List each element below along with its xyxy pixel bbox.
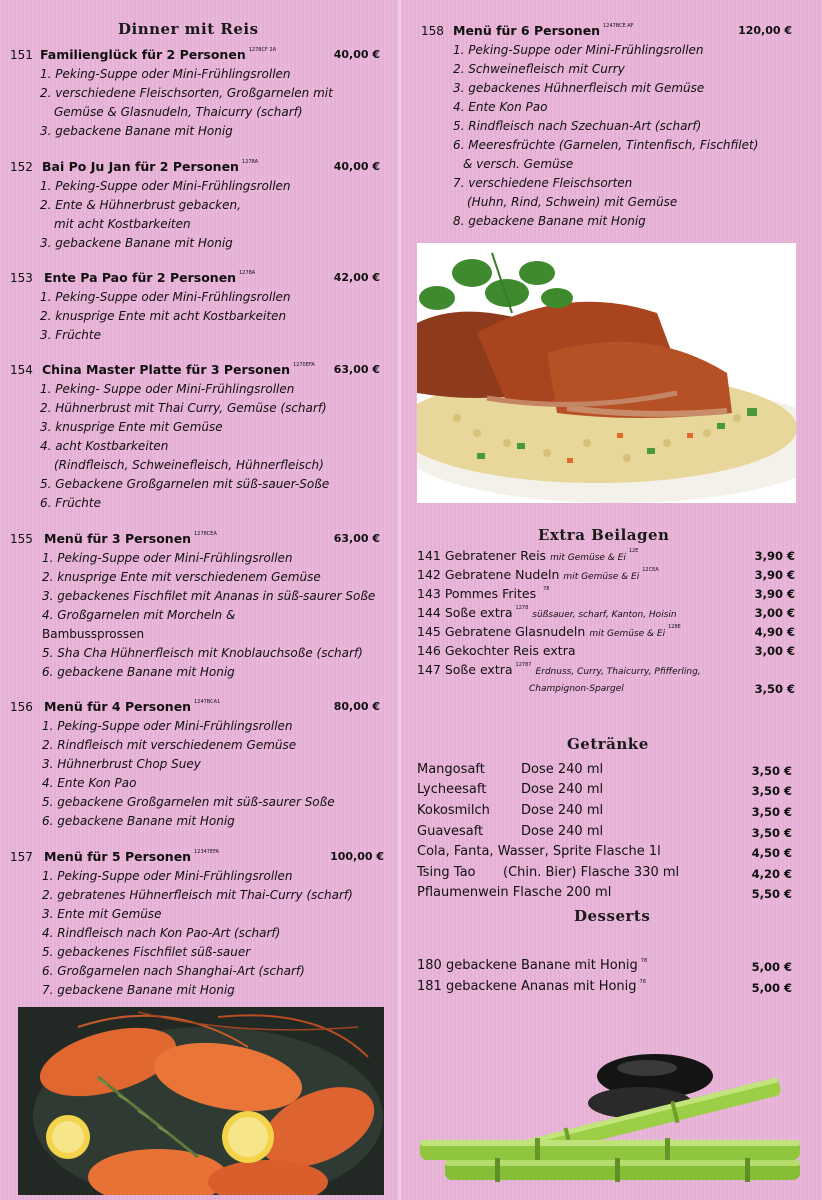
extra-name: 146 Gekochter Reis extra <box>417 643 576 658</box>
dish-price: 42,00 € <box>333 271 380 284</box>
drink-row <box>417 762 792 782</box>
dish-item: 1. Peking-Suppe oder Mini-Frühlingsrollen <box>42 551 293 565</box>
drink-row <box>417 885 792 905</box>
allergen-code: 128E <box>668 624 681 630</box>
dessert-name: 180 gebackene Banane mit Honig <box>417 958 638 973</box>
allergen-code: 12347EFA <box>194 849 219 855</box>
dish-item: 3. gebackenes Hühnerfleisch mit Gemüse <box>453 81 705 95</box>
allergen-code: 78 <box>543 586 550 592</box>
drink-size: Dose 240 ml <box>521 762 604 777</box>
dish-name: Menü für 5 Personen <box>44 849 192 864</box>
dessert-price: 5,00 € <box>751 960 792 974</box>
extra-row <box>417 586 795 605</box>
extra-price: 3,90 € <box>754 568 795 582</box>
dish-price: 120,00 € <box>738 24 792 37</box>
dish-number: 151 <box>10 48 33 62</box>
dish-number: 156 <box>10 700 33 714</box>
dish-item: mit acht Kostbarkeiten <box>54 217 191 231</box>
extra-name: 144 Soße extra <box>417 605 513 620</box>
extra-row-continued <box>417 681 795 700</box>
extra-row <box>417 624 795 643</box>
dish-item: 6. Großgarnelen nach Shanghai-Art (scharf) <box>42 964 305 978</box>
allergen-code: 1247BCA1 <box>194 699 221 705</box>
dish-item: 2. Ente & Hühnerbrust gebacken, <box>40 198 241 212</box>
drink-name: Cola, Fanta, Wasser, Sprite Flasche 1l <box>417 844 661 859</box>
dish-items <box>42 717 380 831</box>
bamboo-stones-photo <box>415 1048 810 1188</box>
dish-item: 7. gebackene Banane mit Honig <box>42 983 235 997</box>
extra-row <box>417 643 795 662</box>
dish-item: 2. knusprige Ente mit verschiedenem Gemüse <box>42 570 321 584</box>
dish-item: 5. gebackene Großgarnelen mit süß-saurer Soße <box>42 795 335 809</box>
allergen-code: 1247BCE AF <box>603 23 634 29</box>
dish-price: 63,00 € <box>333 363 380 376</box>
dish-item: 1. Peking-Suppe oder Mini-Frühlingsrollen <box>40 67 291 81</box>
drink-row <box>417 803 792 823</box>
extra-note: mit Gemüse & Ei <box>550 553 626 563</box>
dish-item: 3. Hühnerbrust Chop Suey <box>42 757 201 771</box>
allergen-code: 1278CF 2A <box>248 47 277 53</box>
dish-item: (Huhn, Rind, Schwein) mit Gemüse <box>467 195 678 209</box>
dish-156 <box>10 697 380 831</box>
drink-name: Lycheesaft <box>417 782 487 797</box>
extra-price: 3,00 € <box>754 644 795 658</box>
drink-size: Dose 240 ml <box>521 782 604 797</box>
dish-item: 1. Peking- Suppe oder Mini-Frühlingsrollen <box>40 382 295 396</box>
right-column <box>401 0 822 1200</box>
allergen-code: 1278A <box>239 270 256 276</box>
dish-items <box>42 549 380 682</box>
extra-row <box>417 662 795 681</box>
dish-item: 4. Ente Kon Pao <box>42 776 137 790</box>
dish-158 <box>421 21 792 231</box>
dish-item: 5. Rindfleisch nach Szechuan-Art (scharf) <box>453 119 702 133</box>
dish-price: 80,00 € <box>333 700 380 713</box>
dish-items <box>453 41 792 231</box>
extra-note: Champignon-Spargel <box>529 684 624 694</box>
dish-item: (Rindfleisch, Schweinefleisch, Hühnerfleisch) <box>54 458 324 472</box>
extra-name: 145 Gebratene Glasnudeln <box>417 624 586 639</box>
duck-rice-photo <box>417 243 796 503</box>
drink-price: 4,20 € <box>751 867 792 881</box>
left-column <box>0 0 398 1200</box>
dish-number: 152 <box>10 160 33 174</box>
drink-price: 3,50 € <box>751 826 792 840</box>
dish-154 <box>10 360 380 513</box>
dish-item: 4. Großgarnelen mit Morcheln & <box>42 608 236 622</box>
extra-name: 141 Gebratener Reis <box>417 548 547 563</box>
drink-name: Guavesaft <box>417 824 484 839</box>
extra-note: mit Gemüse & Ei <box>563 572 640 582</box>
dish-item: 2. gebratenes Hühnerfleisch mit Thai-Curry (scharf) <box>42 888 353 902</box>
dish-items <box>40 288 380 345</box>
dish-number: 153 <box>10 271 33 285</box>
allergen-code: 78 <box>640 958 648 964</box>
dish-item: 1. Peking-Suppe oder Mini-Frühlingsrollen <box>42 719 293 733</box>
drink-price: 3,50 € <box>751 764 792 778</box>
dish-item: 2. Rindfleisch mit verschiedenem Gemüse <box>42 738 297 752</box>
prawns-photo <box>18 1007 384 1195</box>
prawns-illustration <box>18 1007 384 1195</box>
bamboo-illustration <box>415 1048 810 1188</box>
section-title-dinner: Dinner mit Reis <box>118 20 259 38</box>
dish-item: 5. Gebackene Großgarnelen mit süß-sauer-Soße <box>40 477 330 491</box>
dish-name: Familienglück für 2 Personen <box>40 47 246 62</box>
extra-note: mit Gemüse & Ei <box>589 629 666 639</box>
dish-item: 6. Meeresfrüchte (Garnelen, Tintenfisch, Fischfilet) <box>453 138 759 152</box>
dish-155 <box>10 529 380 682</box>
extra-row <box>417 567 795 586</box>
dish-name: China Master Platte für 3 Personen <box>42 362 290 377</box>
dish-name: Bai Po Ju Jan für 2 Personen <box>42 159 239 174</box>
allergen-code: 1270EFA <box>293 362 315 368</box>
dish-name: Menü für 4 Personen <box>44 699 192 714</box>
dish-item: 6. Früchte <box>40 496 101 510</box>
dish-item: 3. gebackene Banane mit Honig <box>40 236 233 250</box>
dish-item: 6. gebackene Banane mit Honig <box>42 814 235 828</box>
dish-item: 2. Hühnerbrust mit Thai Curry, Gemüse (scharf) <box>40 401 327 415</box>
drink-price: 3,50 € <box>751 784 792 798</box>
dish-items <box>42 867 384 1000</box>
section-title-desserts: Desserts <box>574 907 651 925</box>
drink-name: Kokosmilch <box>417 803 490 818</box>
dish-price: 100,00 € <box>330 850 384 863</box>
drink-row <box>417 844 792 864</box>
dish-item: Gemüse & Glasnudeln, Thaicurry (scharf) <box>54 105 303 119</box>
dish-151 <box>10 45 380 141</box>
dish-item: 8. gebackene Banane mit Honig <box>453 214 646 228</box>
dish-items <box>40 177 380 253</box>
dish-name: Ente Pa Pao für 2 Personen <box>44 270 237 285</box>
dessert-price: 5,00 € <box>751 981 792 995</box>
dessert-row <box>417 958 792 978</box>
dish-item: 3. gebackenes Fischfilet mit Ananas in süß-saurer Soße <box>42 589 376 603</box>
dish-item: 4. Rindfleisch nach Kon Pao-Art (scharf) <box>42 926 281 940</box>
dish-name: Menü für 3 Personen <box>44 531 192 546</box>
dish-item: Bambussprossen <box>42 627 145 641</box>
dish-157 <box>10 847 384 1000</box>
dish-item: 7. verschiedene Fleischsorten <box>453 176 633 190</box>
dish-item: 3. gebackene Banane mit Honig <box>40 124 233 138</box>
dish-item: 1. Peking-Suppe oder Mini-Frühlingsrollen <box>40 179 291 193</box>
dish-152 <box>10 157 380 253</box>
dish-items <box>40 65 380 141</box>
dish-price: 40,00 € <box>333 48 380 61</box>
dish-price: 63,00 € <box>333 532 380 545</box>
dish-item: 1. Peking-Suppe oder Mini-Frühlingsrollen <box>453 43 704 57</box>
drink-row <box>417 782 792 802</box>
dish-number: 154 <box>10 363 33 377</box>
dish-number: 158 <box>421 24 444 38</box>
dish-item: 4. Ente Kon Pao <box>453 100 548 114</box>
extra-price: 3,90 € <box>754 549 795 563</box>
allergen-code: 78 <box>639 979 646 985</box>
extra-note: Erdnuss, Curry, Thaicurry, Pfifferling, <box>535 667 701 677</box>
dish-item: 3. knusprige Ente mit Gemüse <box>40 420 223 434</box>
dessert-row <box>417 979 792 999</box>
dish-name: Menü für 6 Personen <box>453 23 601 38</box>
dish-item: 2. knusprige Ente mit acht Kostbarkeiten <box>40 309 287 323</box>
drink-price: 4,50 € <box>751 846 792 860</box>
extra-name: 147 Soße extra <box>417 662 513 677</box>
drink-price: 3,50 € <box>751 805 792 819</box>
dessert-name: 181 gebackene Ananas mit Honig <box>417 979 637 994</box>
extra-name: 142 Gebratene Nudeln <box>417 567 560 582</box>
extra-price: 3,50 € <box>754 682 795 696</box>
dish-item: 5. gebackenes Fischfilet süß-sauer <box>42 945 251 959</box>
dish-item: 6. gebackene Banane mit Honig <box>42 665 235 679</box>
allergen-code: 1278CEA <box>194 531 217 537</box>
section-title-drinks: Getränke <box>567 735 649 753</box>
dish-item: 5. Sha Cha Hühnerfleisch mit Knoblauchsoße (scharf) <box>42 646 363 660</box>
drink-size: Dose 240 ml <box>521 824 604 839</box>
dish-number: 157 <box>10 850 33 864</box>
dish-items <box>40 380 380 513</box>
dish-item: 3. Früchte <box>40 328 101 342</box>
dish-153 <box>10 268 380 345</box>
duck-illustration <box>417 243 796 503</box>
allergen-code: 12CEA <box>642 567 659 573</box>
allergen-code: 12E <box>628 548 639 554</box>
drink-size: (Chin. Bier) Flasche 330 ml <box>503 865 680 880</box>
dish-item: 4. acht Kostbarkeiten <box>40 439 169 453</box>
dish-item: 3. Ente mit Gemüse <box>42 907 162 921</box>
dish-item: & versch. Gemüse <box>463 157 574 171</box>
drink-row <box>417 824 792 844</box>
dish-number: 155 <box>10 532 33 546</box>
extra-row <box>417 605 795 624</box>
dish-price: 40,00 € <box>333 160 380 173</box>
extra-price: 3,90 € <box>754 587 795 601</box>
drink-name: Mangosaft <box>417 762 485 777</box>
allergen-code: 12787 <box>515 662 532 668</box>
dish-item: 1. Peking-Suppe oder Mini-Frühlingsrollen <box>40 290 291 304</box>
allergen-code: 1278 <box>515 605 529 611</box>
extra-price: 4,90 € <box>754 625 795 639</box>
drink-size: Dose 240 ml <box>521 803 604 818</box>
extra-note: süßsauer, scharf, Kanton, Hoisin <box>532 610 677 620</box>
drink-name: Pflaumenwein Flasche 200 ml <box>417 885 612 900</box>
extra-price: 3,00 € <box>754 606 795 620</box>
section-title-extras: Extra Beilagen <box>538 526 670 544</box>
dish-item: 2. verschiedene Fleischsorten, Großgarnelen mit <box>40 86 333 100</box>
allergen-code: 1278A <box>241 159 259 165</box>
dish-item: 2. Schweinefleisch mit Curry <box>453 62 625 76</box>
drink-name: Tsing Tao <box>417 865 476 880</box>
dish-item: 1. Peking-Suppe oder Mini-Frühlingsrollen <box>42 869 293 883</box>
drink-price: 5,50 € <box>751 887 792 901</box>
extra-name: 143 Pommes Frites <box>417 586 537 601</box>
extra-row <box>417 548 795 567</box>
drink-row <box>417 865 792 885</box>
